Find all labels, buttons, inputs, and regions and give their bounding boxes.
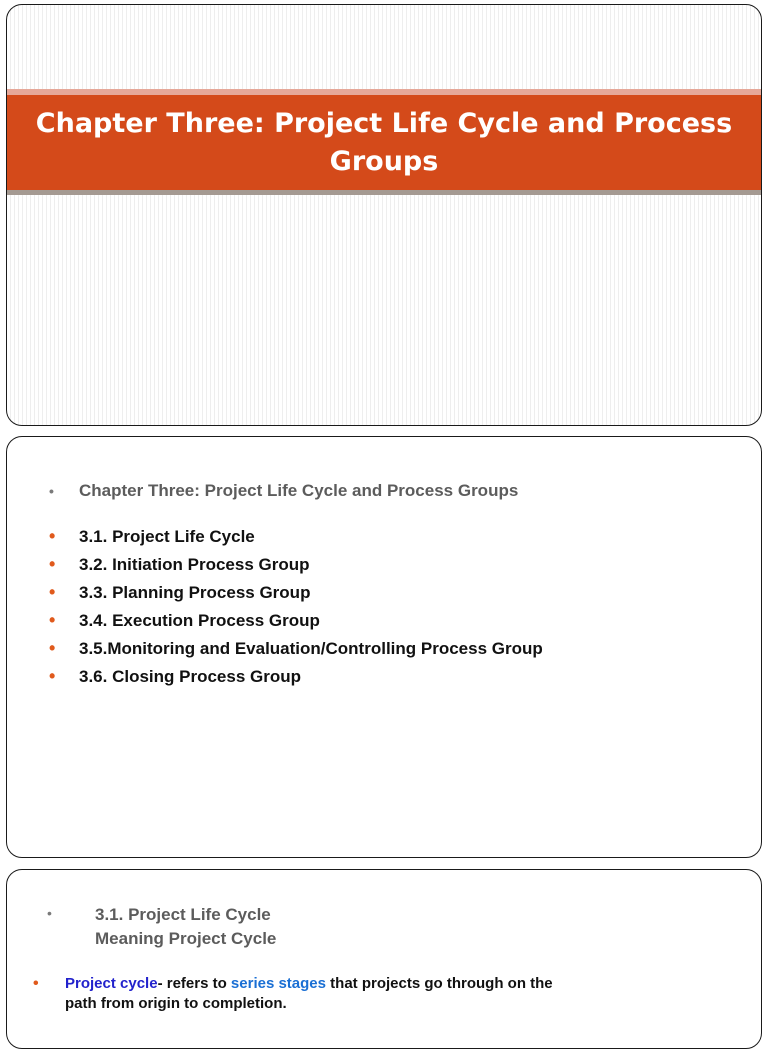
list-item bbox=[49, 553, 569, 576]
title-slide bbox=[6, 4, 762, 426]
definition-text bbox=[65, 974, 573, 1014]
list-item-text: 3.2. Initiation Process Group bbox=[79, 555, 310, 574]
bullet-icon: • bbox=[33, 975, 39, 992]
list-item-text: 3.6. Closing Process Group bbox=[79, 667, 302, 686]
contents-slide bbox=[6, 436, 762, 858]
contents-heading-text: Chapter Three: Project Life Cycle and Process Groups bbox=[79, 481, 519, 500]
contents-list bbox=[49, 525, 569, 693]
bullet-icon: • bbox=[49, 582, 56, 602]
bullet-icon: • bbox=[49, 638, 56, 658]
bullet-icon: • bbox=[49, 666, 56, 686]
list-item bbox=[49, 581, 569, 604]
list-item bbox=[49, 637, 569, 660]
title-band-bottom-stripe bbox=[7, 190, 761, 195]
bullet-icon: • bbox=[49, 554, 56, 574]
highlight-text: series stages bbox=[230, 975, 326, 992]
list-item bbox=[49, 665, 569, 688]
definition-text-part-2: that projects go through on the path from origin to completion. bbox=[65, 975, 553, 1012]
list-item-text: 3.1. Project Life Cycle bbox=[79, 527, 255, 546]
term-text: Project cycle bbox=[65, 975, 158, 992]
contents-heading bbox=[49, 481, 518, 501]
bullet-icon: • bbox=[47, 905, 52, 921]
section-heading-text bbox=[95, 903, 276, 951]
section-heading-line-2: Meaning Project Cycle bbox=[95, 929, 277, 948]
bullet-icon: • bbox=[49, 610, 56, 630]
list-item-text: 3.5.Monitoring and Evaluation/Controlling Process Group bbox=[79, 639, 543, 658]
slide-title: Chapter Three: Project Life Cycle and Process Groups bbox=[35, 107, 733, 177]
section-heading bbox=[47, 903, 276, 951]
bullet-icon: • bbox=[49, 483, 54, 499]
bullet-icon: • bbox=[49, 526, 56, 546]
section-heading-line-1: 3.1. Project Life Cycle bbox=[95, 905, 271, 924]
list-item bbox=[49, 525, 569, 548]
title-band-main bbox=[7, 95, 761, 190]
title-band bbox=[7, 89, 761, 199]
list-item bbox=[49, 609, 569, 632]
list-item-text: 3.3. Planning Process Group bbox=[79, 583, 311, 602]
definition-paragraph bbox=[33, 974, 573, 1014]
list-item-text: 3.4. Execution Process Group bbox=[79, 611, 320, 630]
definition-text-part-1: - refers to bbox=[157, 975, 231, 992]
section-slide bbox=[6, 869, 762, 1049]
